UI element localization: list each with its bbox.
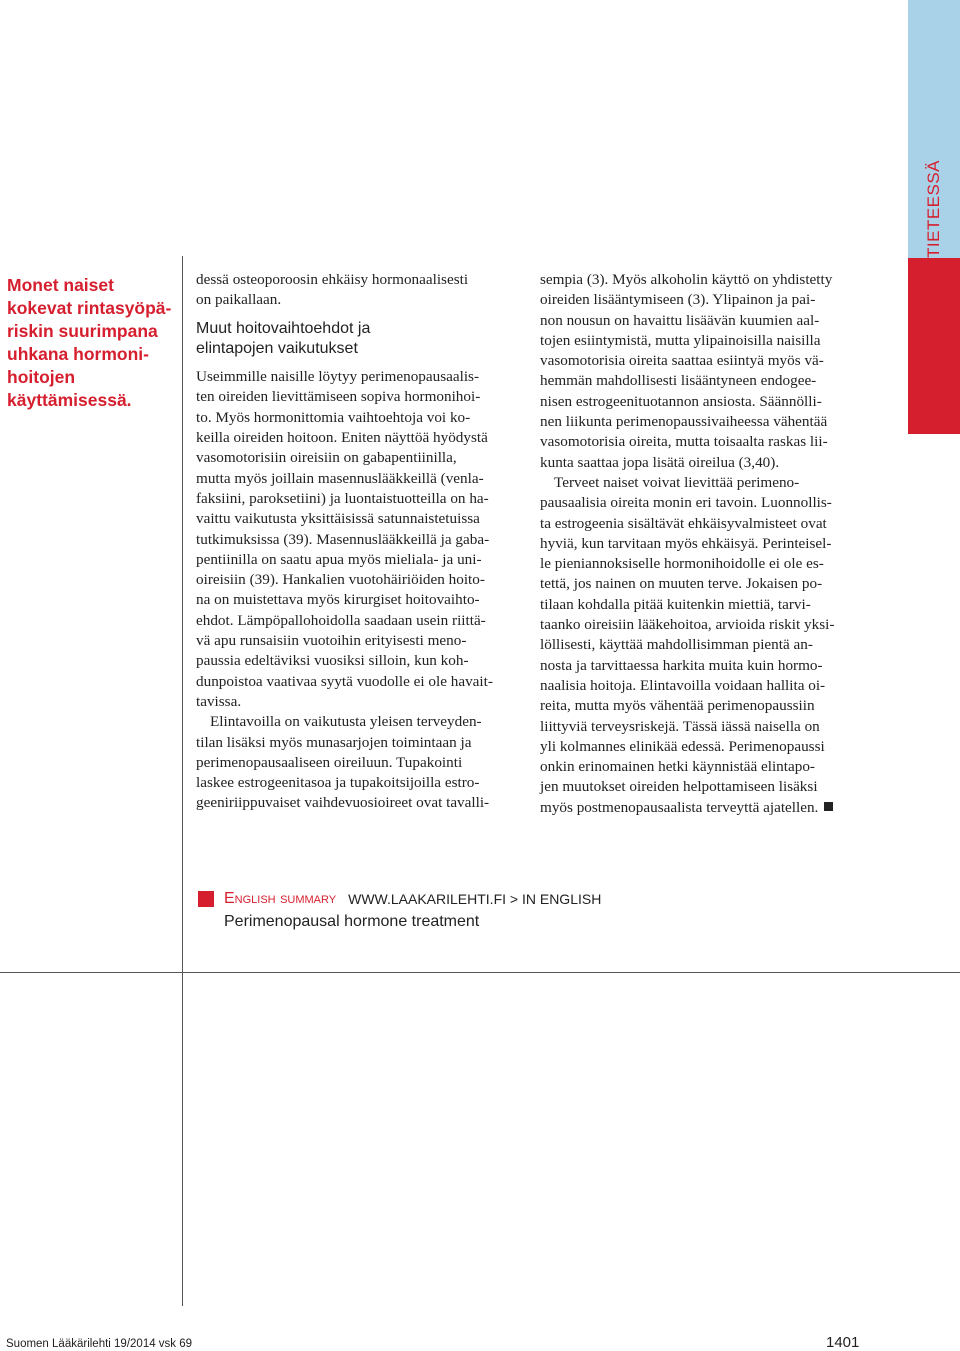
section-label-text: TIETEESSÄ [924, 159, 943, 259]
text-line: vasomotorisiin oireisiin on gabapentiinilla, [196, 449, 457, 467]
text-line: on paikallaan. [196, 291, 282, 309]
text-line: dessä osteoporoosin ehkäisy hormonaalisesti [196, 271, 469, 288]
text-line: ehdot. Lämpöpallohoidolla saadaan usein riittä- [196, 611, 486, 629]
text-line: tavissa. [196, 692, 242, 710]
pull-quote-line: uhkana hormoni- [7, 344, 149, 364]
text-line: to. Myös hormonittomia vaihtoehtoja voi ko- [196, 408, 471, 426]
pull-quote-line: kokevat rintasyöpä- [7, 298, 172, 318]
text-line: reita, mutta myös vähentää perimenopaussiin [540, 697, 815, 715]
text-line: onkin erinomainen hetki käynnistää elintapo- [540, 758, 815, 776]
article-column-1 [196, 270, 518, 814]
text-line: nisen estrogeenituotannon ansiosta. Säännölli- [540, 392, 822, 410]
text-line: le pieniannoksiselle hormonihoidolle ei ole es- [540, 555, 824, 573]
footer-journal: Suomen Lääkärilehti 19/2014 vsk 69 [6, 1338, 193, 1350]
text-line: tilaan kohdalla pitää kuitenkin miettiä, tarvi- [540, 595, 811, 613]
text-line: keilla oireiden hoitoon. Eniten näyttöä hyödystä [196, 429, 488, 447]
text-line: tilan lisäksi myös munasarjojen toimintaan ja [196, 733, 472, 751]
english-summary [198, 888, 601, 934]
text-line: pausaalisia oireita monin eri tavoin. Luonnollis- [540, 494, 832, 512]
text-line: Elintavoilla on vaikutusta yleisen terveyden- [210, 713, 482, 731]
end-of-article-icon [824, 802, 833, 811]
text-line: tutkimuksissa (39). Masennuslääkkeillä ja gaba- [196, 530, 490, 548]
text-line: oireiden lisääntymiseen (3). Ylipainon ja pai- [540, 291, 816, 309]
text-line: taanko oireisiin lääkehoitoa, arvioida riskit yksi- [540, 616, 835, 634]
text-line: oireisiin (39). Hankalien vuotohäiriöiden hoito- [196, 571, 485, 589]
pull-quote-line: Monet naiset [7, 275, 114, 295]
text-line: liittyviä terveysriskejä. Tässä iässä naisella on [540, 717, 820, 735]
text-line: ten oireiden lievittämiseen sopiva hormonihoi- [196, 388, 481, 406]
text-line: vaittu vaikutusta yksittäisissä satunnaistetuissa [196, 510, 480, 528]
text-line: na on muistettava myös kirurgiset hoitovaihto- [196, 591, 480, 609]
text-line: mutta myös joillain masennuslääkkeillä (venla- [196, 469, 484, 487]
article-column-2 [540, 270, 862, 818]
pull-quote [7, 274, 177, 412]
text-line: non nousun on havaittu lisäävän kuumien aal- [540, 311, 820, 329]
text-line: nen liikunta perimenopaussivaiheessa vähentää [540, 413, 828, 431]
english-summary-label: English summary [224, 890, 337, 907]
pull-quote-line: riskin suurimpana [7, 321, 158, 341]
pull-quote-line: käyttämisessä. [7, 390, 132, 410]
text-line: naalisia hoitoja. Elintavoilla voidaan hallita oi- [540, 676, 826, 694]
text-line: Useimmille naisille löytyy perimenopausaalis- [196, 368, 480, 386]
text-line-text: myös postmenopausaalista terveyttä ajatellen. [540, 798, 819, 816]
text-line: sempia (3). Myös alkoholin käyttö on yhdistetty [540, 271, 833, 288]
text-line: Terveet naiset voivat lievittää perimeno- [554, 473, 800, 491]
text-line: ta estrogeenia sisältävät ehkäisyvalmisteet ovat [540, 514, 827, 532]
text-line: kunta saattaa jopa lisätä oireilua (3,40). [540, 453, 780, 471]
text-line: perimenopausaaliseen oireiluun. Tupakointi [196, 753, 463, 771]
summary-marker-icon [198, 891, 214, 907]
page-number: 1401 [826, 1334, 860, 1351]
section-heading: Muut hoitovaihtoehdot ja [196, 319, 371, 337]
text-line: hemmän mahdollisesti lisääntyneen endogee- [540, 372, 817, 390]
text-line: vä apu runsaisiin vuotoihin erityisesti meno- [196, 632, 467, 650]
text-line: löllisesti, käyttää mahdollisimman pientä an- [540, 636, 813, 654]
text-line-last [540, 798, 862, 818]
text-line: tettä, jos nainen on muuten terve. Jokaisen po- [540, 575, 823, 593]
text-line: hyviä, kun tarvitaan myös ehkäisyä. Perinteisel- [540, 534, 832, 552]
text-line: paussia edeltäviksi vuosiksi silloin, kun koh- [196, 652, 469, 670]
text-line: dunpoistoa vaativaa syytä vuodolle ei ole havait- [196, 672, 493, 690]
text-line: jen muutokset oireiden helpottamiseen lisäksi [540, 778, 818, 796]
english-summary-link[interactable]: WWW.LAAKARILEHTI.FI > IN ENGLISH [348, 891, 602, 907]
text-line: laskee estrogeenitasoa ja tupakoitsijoilla estro- [196, 774, 480, 792]
text-line: geeniriippuvaiset vaihdevuosioireet ovat tavalli- [196, 794, 490, 812]
section-heading: elintapojen vaikutukset [196, 339, 358, 357]
text-line: vasomotorisia oireita, mutta toisaalta raskas lii- [540, 433, 828, 451]
text-line: nosta ja tarvittaessa harkita muita kuin hormo- [540, 656, 823, 674]
text-line: tojen esiintymistä, mutta ylipainoisilla naisilla [540, 331, 821, 349]
pull-quote-line: hoitojen [7, 367, 76, 387]
text-line: pentiinilla on saatu apua myös mieliala- ja uni- [196, 550, 482, 568]
bottom-divider [0, 972, 960, 973]
text-line: yli kolmannes elinikää edessä. Perimenopaussi [540, 737, 825, 755]
section-tab-bottom [908, 258, 960, 434]
text-line: vasomotorisia oireita saattaa esiintyä myös vä- [540, 352, 824, 370]
text-line: faksiini, paroksetiini) ja luontaistuotteilla on ha- [196, 489, 489, 507]
column-divider [182, 256, 183, 1306]
section-label [922, 159, 946, 259]
english-summary-title: Perimenopausal hormone treatment [224, 913, 480, 930]
